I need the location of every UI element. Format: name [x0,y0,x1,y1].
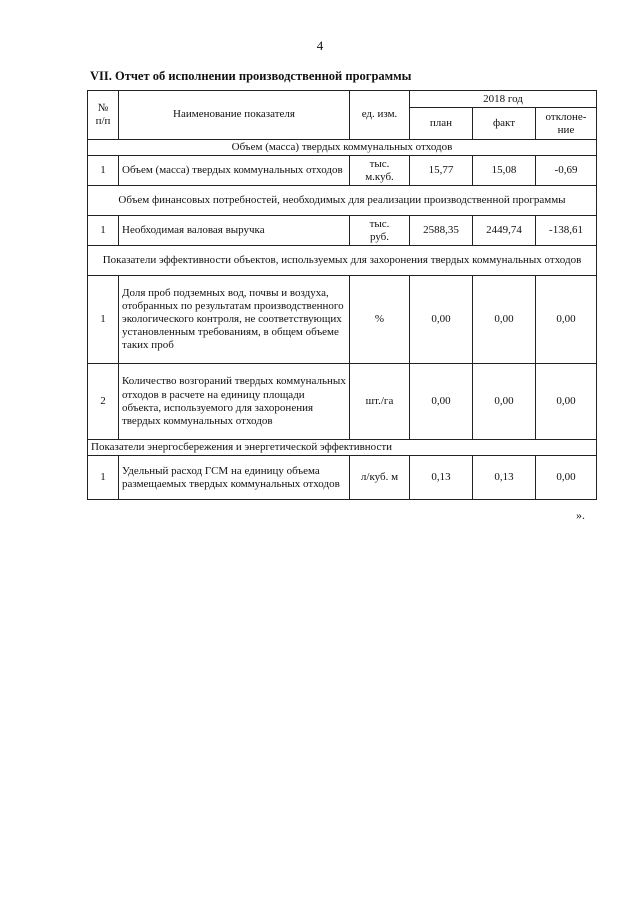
row-fact-cell: 15,08 [473,156,536,186]
table-body [88,140,597,500]
header-num: № п/п [88,91,119,140]
header-name: Наименование показателя [119,91,350,140]
row-plan-cell: 0,13 [410,456,473,500]
row-num-cell: 1 [88,216,119,246]
table-row [88,276,597,364]
row-unit-cell: тыс. руб. [350,216,410,246]
row-deviation-cell: 0,00 [536,364,597,440]
table-header [88,91,597,140]
row-name-cell: Доля проб подземных вод, почвы и воздуха, отобранных по результатам производственного экологического контроля, не соответствующих установленным требованиям, в общем объеме таких проб [119,276,350,364]
header-plan: план [410,108,473,140]
section-title-cell: Показатели энергосбережения и энергетической эффективности [88,440,597,456]
header-fact: факт [473,108,536,140]
closing-mark: ». [576,508,585,522]
row-unit-cell: % [350,276,410,364]
row-num-cell: 1 [88,456,119,500]
row-deviation-cell: -138,61 [536,216,597,246]
row-unit-cell: л/куб. м [350,456,410,500]
row-plan-cell: 2588,35 [410,216,473,246]
section-row [88,440,597,456]
report-table [87,90,597,500]
table-row [88,364,597,440]
row-unit-cell: тыс. м.куб. [350,156,410,186]
row-name-cell: Количество возгораний твердых коммунальных отходов в расчете на единицу площади объекта, используемого для захоронения твердых коммунальных отходов [119,364,350,440]
row-name-cell: Удельный расход ГСМ на единицу объема размещаемых твердых коммунальных отходов [119,456,350,500]
section-row [88,246,597,276]
table-row [88,156,597,186]
row-fact-cell: 0,00 [473,364,536,440]
section-title-cell: Объем финансовых потребностей, необходимых для реализации производственной программы [88,186,597,216]
table-row [88,216,597,246]
row-plan-cell: 0,00 [410,276,473,364]
row-unit-cell: шт./га [350,364,410,440]
header-unit: ед. изм. [350,91,410,140]
row-deviation-cell: -0,69 [536,156,597,186]
header-deviation: отклоне- ние [536,108,597,140]
row-fact-cell: 0,13 [473,456,536,500]
section-title-cell: Объем (масса) твердых коммунальных отходов [88,140,597,156]
table-row [88,456,597,500]
row-fact-cell: 2449,74 [473,216,536,246]
section-title: VII. Отчет об исполнении производственной программы [90,69,412,83]
row-num-cell: 1 [88,156,119,186]
page-number: 4 [316,38,324,53]
row-num-cell: 2 [88,364,119,440]
row-plan-cell: 0,00 [410,364,473,440]
row-deviation-cell: 0,00 [536,456,597,500]
row-name-cell: Необходимая валовая выручка [119,216,350,246]
row-fact-cell: 0,00 [473,276,536,364]
section-row [88,186,597,216]
row-deviation-cell: 0,00 [536,276,597,364]
row-plan-cell: 15,77 [410,156,473,186]
row-num-cell: 1 [88,276,119,364]
row-name-cell: Объем (масса) твердых коммунальных отходов [119,156,350,186]
section-title-cell: Показатели эффективности объектов, используемых для захоронения твердых коммунальных отходов [88,246,597,276]
header-year: 2018 год [410,91,597,108]
section-row [88,140,597,156]
